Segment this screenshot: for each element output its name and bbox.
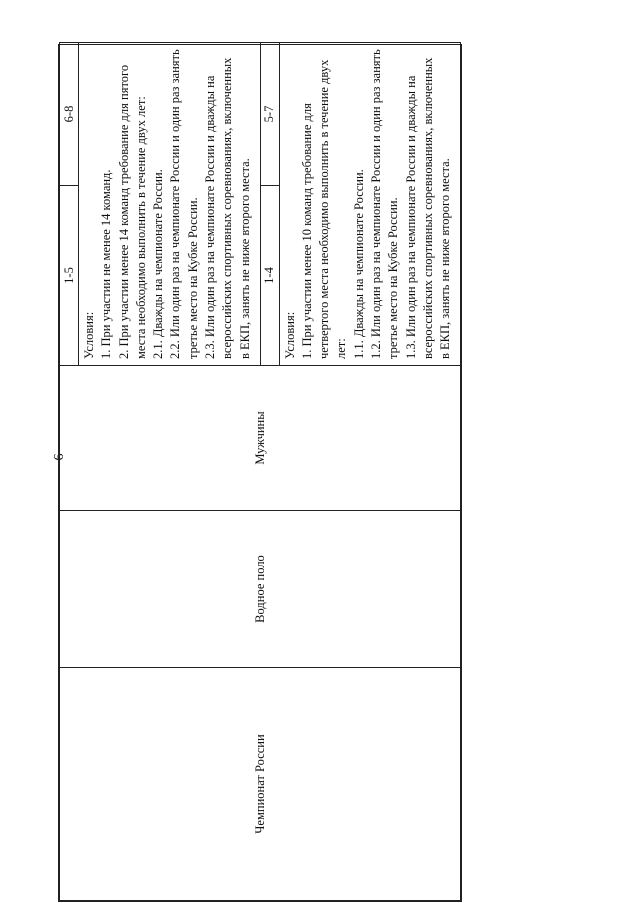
condition-line: 1.2. Или один раз на чемпионате России и один раз занять третье место на Кубке России. bbox=[368, 49, 401, 359]
conditions-block-1 bbox=[79, 43, 261, 366]
range-left-1: 1-5 bbox=[60, 186, 79, 366]
page-number: 6 bbox=[52, 453, 67, 461]
condition-line: 2. При участии менее 14 команд требование для пятого места необходимо выполнить в течение двух лет: bbox=[116, 64, 148, 359]
gender-cell: Мужчины bbox=[60, 366, 461, 511]
condition-line: Условия: bbox=[82, 311, 96, 359]
competition-cell: Чемпионат России bbox=[60, 668, 461, 901]
qualification-table bbox=[58, 44, 462, 902]
document-sheet bbox=[58, 44, 462, 902]
condition-line: Условия: bbox=[282, 311, 297, 359]
condition-line: 1.1. Дважды на чемпионате России. bbox=[351, 169, 366, 359]
condition-line: 2.3. Или один раз на чемпионате России и дважды на всероссийских спортивных соревнованиях, включенных в ЕКП, занять не ниже второго места. bbox=[203, 57, 252, 359]
condition-line: 1. При участии не менее 14 команд. bbox=[99, 169, 114, 359]
range-right-2: 5-7 bbox=[260, 43, 279, 186]
sport-cell: Водное поло bbox=[60, 511, 461, 668]
condition-line: 2.1. Дважды на чемпионате России. bbox=[151, 169, 166, 359]
condition-line: 1.3. Или один раз на чемпионате России и дважды на всероссийских спортивных соревнованиях, включенных в ЕКП, занять не ниже второго места. bbox=[403, 57, 453, 359]
condition-line: 1. При участии менее 10 команд требование для четвертого места необходимо выполнить в течение двух лет: bbox=[299, 59, 349, 359]
condition-line: 2.2. Или один раз на чемпионате России и один раз занять третье место на Кубке России. bbox=[168, 49, 200, 359]
range-right-1: 6-8 bbox=[60, 43, 79, 186]
conditions-block-2 bbox=[279, 43, 461, 366]
range-left-2: 1-4 bbox=[260, 186, 279, 366]
